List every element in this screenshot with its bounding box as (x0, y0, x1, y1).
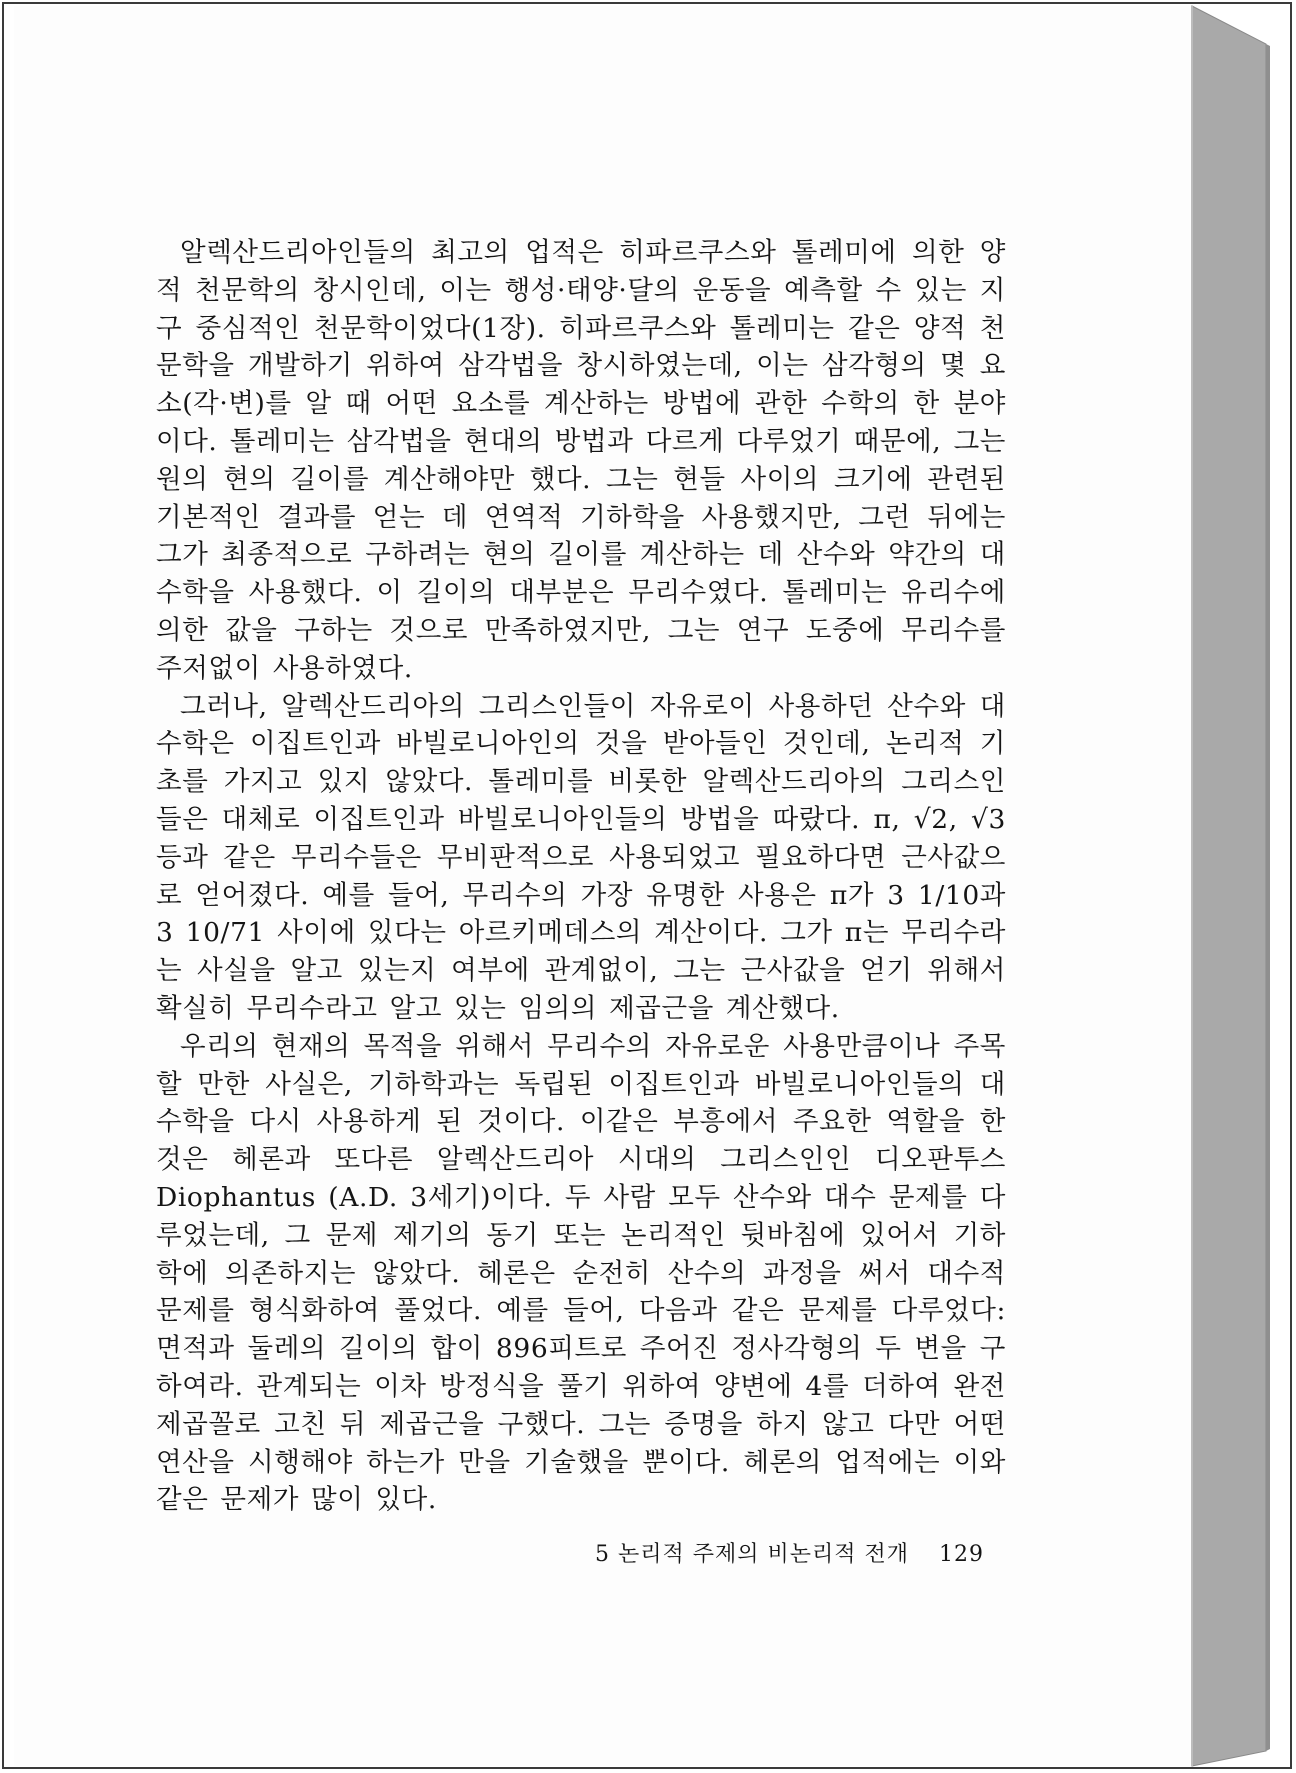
paragraph-alexandrian-astronomy: 알렉산드리아인들의 최고의 업적은 히파르쿠스와 톨레미에 의한 양적 천문학의 창시인데, 이는 행성·태양·달의 운동을 예측할 수 있는 지구 중심적인 천문학이었다(1장). 히파르쿠스와 톨레미는 같은 양적 천문학을 개발하기 위하여 삼각법을 창시하였는데, 이는 삼각형의 몇 요소(각·변)를 알 때 어떤 요소를 계산하는 방법에 관한 수학의 한 분야이다. 톨레미는 삼각법을 현대의 방법과 다르게 다루었기 때문에, 그는 원의 현의 길이를 계산해야만 했다. 그는 현들 사이의 크기에 관련된 기본적인 결과를 얻는 데 연역적 기하학을 사용했지만, 그런 뒤에는 그가 최종적으로 구하려는 현의 길이를 계산하는 데 산수와 약간의 대수학을 사용했다. 이 길이의 대부분은 무리수였다. 톨레미는 유리수에 의한 값을 구하는 것으로 만족하였지만, 그는 연구 도중에 무리수를 주저없이 사용하였다. (156, 237, 1006, 684)
page-number: 129 (939, 1542, 984, 1567)
running-title: 5 논리적 주제의 비논리적 전개 (595, 1542, 909, 1567)
paragraph-heron-diophantus: 우리의 현재의 목적을 위해서 무리수의 자유로운 사용만큼이나 주목할 만한 사실은, 기하학과는 독립된 이집트인과 바빌로니아인들의 대수학을 다시 사용하게 된 것이다. 이같은 부흥에서 주요한 역할을 한 것은 헤론과 또다른 알렉산드리아 시대의 그리스인인 디오판투스 Diophantus (A.D. 3세기)이다. 두 사람 모두 산수와 대수 문제를 다루었는데, 그 문제 제기의 동기 또는 논리적인 뒷바침에 있어서 기하학에 의존하지는 않았다. 헤론은 순전히 산수의 과정을 써서 대수적 문제를 형식화하여 풀었다. 예를 들어, 다음과 같은 문제를 다루었다: 면적과 둘레의 길이의 합이 896피트로 주어진 정사각형의 두 변을 구하여라. 관계되는 이차 방정식을 풀기 위하여 양변에 4를 더하여 완전제곱꼴로 고친 뒤 제곱근을 구했다. 그는 증명을 하지 않고 다만 어떤 연산을 시행해야 하는가 만을 기술했을 뿐이다. 헤론의 업적에는 이와 같은 문제가 많이 있다. (156, 1030, 1006, 1516)
page-body-text (156, 234, 1006, 1519)
paragraph-greek-arithmetic: 그러나, 알렉산드리아의 그리스인들이 자유로이 사용하던 산수와 대수학은 이집트인과 바빌로니아인의 것을 받아들인 것인데, 논리적 기초를 가지고 있지 않았다. 톨레미를 비롯한 알렉산드리아의 그리스인들은 대체로 이집트인과 바빌로니아인들의 방법을 따랐다. π, √2, √3등과 같은 무리수들은 무비판적으로 사용되었고 필요하다면 근사값으로 얻어졌다. 예를 들어, 무리수의 가장 유명한 사용은 π가 3 1/10과 3 10/71 사이에 있다는 아르키메데스의 계산이다. 그가 π는 무리수라는 사실을 알고 있는지 여부에 관계없이, 그는 근사값을 얻기 위해서 확실히 무리수라고 알고 있는 임의의 제곱근을 계산했다. (156, 690, 1006, 1024)
page-footer (594, 1537, 984, 1568)
